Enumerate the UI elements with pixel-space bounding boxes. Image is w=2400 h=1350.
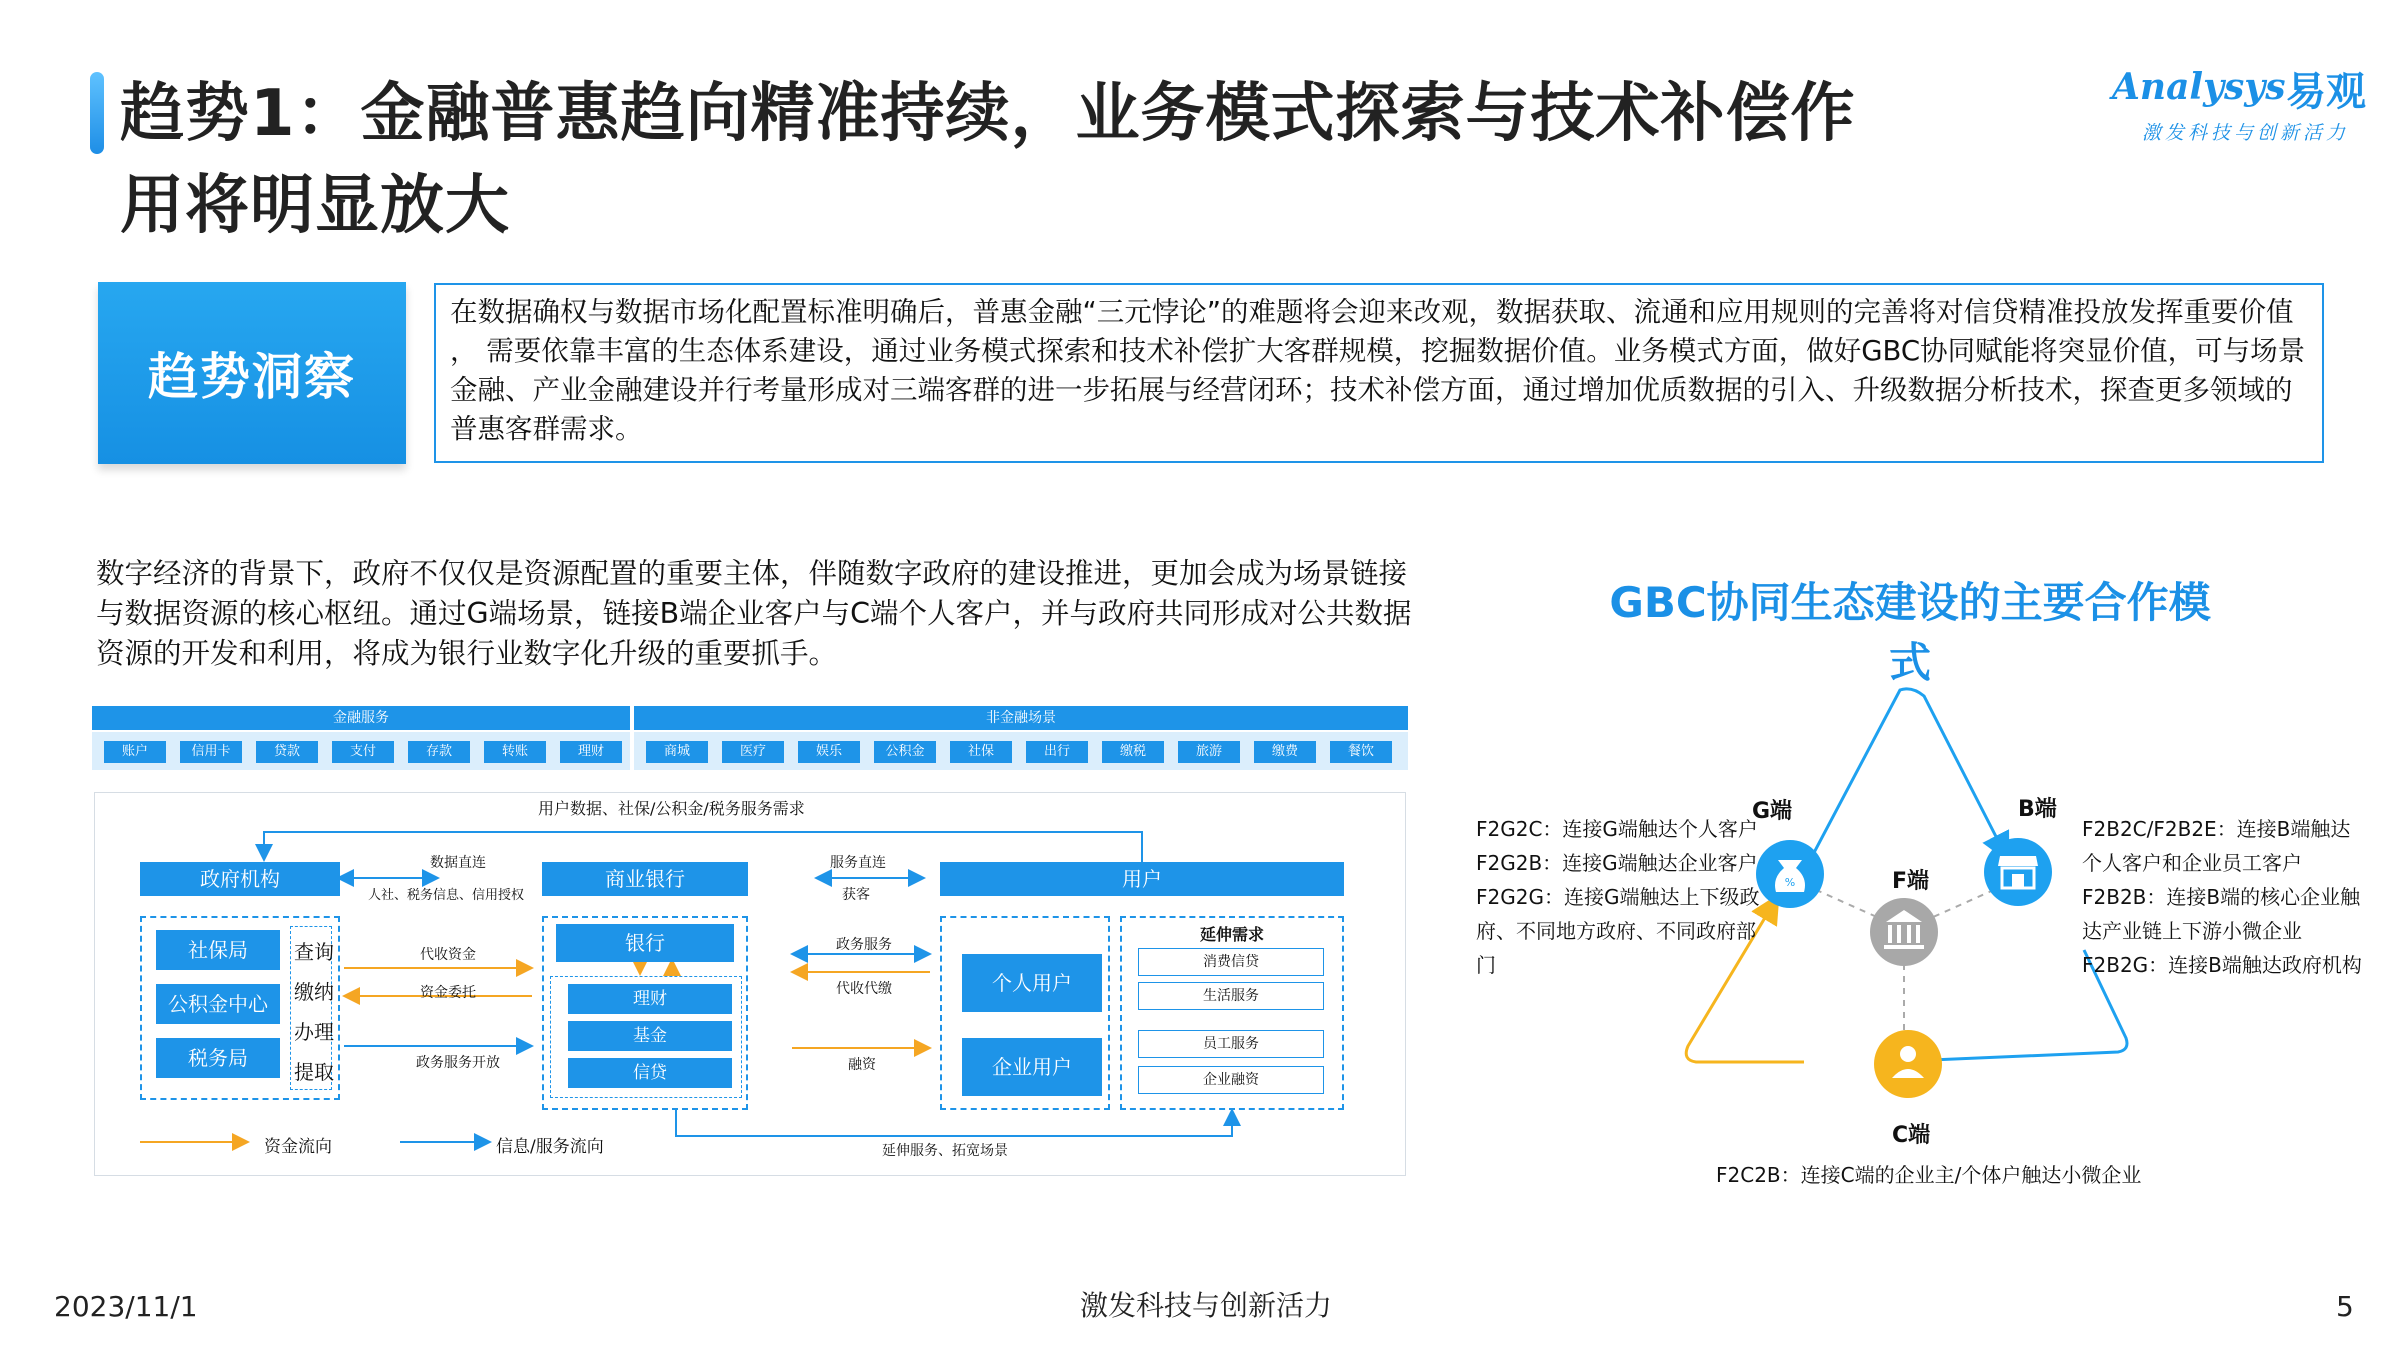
fin-chip: 账户 bbox=[104, 741, 166, 763]
financial-services-header: 金融服务 bbox=[92, 706, 630, 730]
scene-chip: 旅游 bbox=[1178, 741, 1240, 763]
user-type-box: 个人用户 bbox=[962, 954, 1102, 1012]
fin-chip: 信用卡 bbox=[180, 741, 242, 763]
b-mode-note: 达产业链上下游小微企业 bbox=[2082, 919, 2302, 943]
bank-user-flow-label: 融资 bbox=[848, 1057, 876, 1073]
nonfinancial-scenes-header: 非金融场景 bbox=[634, 706, 1408, 730]
gov-agency-box: 政府机构 bbox=[140, 862, 340, 896]
bank-product-box: 信贷 bbox=[568, 1058, 732, 1088]
acquisition-label: 获客 bbox=[842, 887, 870, 903]
scene-chip: 餐饮 bbox=[1330, 741, 1392, 763]
fin-chip: 贷款 bbox=[256, 741, 318, 763]
gov-unit-box: 税务局 bbox=[156, 1038, 280, 1078]
logo-chinese-name: 易观 bbox=[2286, 69, 2366, 115]
bank-product-box: 基金 bbox=[568, 1021, 732, 1051]
footer-date: 2023/11/1 bbox=[54, 1290, 198, 1323]
bank-user-flow-label: 政务服务 bbox=[836, 937, 892, 953]
b-node-circle bbox=[1984, 838, 2052, 906]
bank-product-box: 理财 bbox=[568, 984, 732, 1014]
user-box: 用户 bbox=[940, 862, 1344, 896]
scene-chip: 缴税 bbox=[1102, 741, 1164, 763]
fin-chip: 理财 bbox=[560, 741, 622, 763]
g-mode-note: F2G2G：连接G端触达上下级政 bbox=[1476, 885, 1760, 909]
page-number: 5 bbox=[2336, 1290, 2354, 1323]
g-node-label: G端 bbox=[1752, 799, 1793, 824]
commercial-bank-box: 商业银行 bbox=[542, 862, 748, 896]
legend-money-flow: 资金流向 bbox=[264, 1137, 332, 1157]
fin-chip: 存款 bbox=[408, 741, 470, 763]
scene-chip: 公积金 bbox=[874, 741, 936, 763]
g-mode-note: F2G2C：连接G端触达个人客户 bbox=[1476, 817, 1758, 841]
insight-label: 趋势洞察 bbox=[98, 282, 406, 464]
scene-chip: 商城 bbox=[646, 741, 708, 763]
gov-unit-box: 社保局 bbox=[156, 930, 280, 970]
svg-text:%: % bbox=[1784, 876, 1796, 889]
fin-chip: 支付 bbox=[332, 741, 394, 763]
scene-chip: 出行 bbox=[1026, 741, 1088, 763]
gov-bank-flow-label: 政务服务开放 bbox=[416, 1055, 500, 1071]
c-mode-note: F2C2B：连接C端的企业主/个体户触达小微企业 bbox=[1716, 1163, 2142, 1187]
logo-wordmark: Analysys bbox=[2112, 66, 2286, 108]
service-link-label: 服务直连 bbox=[830, 855, 886, 871]
scene-chip: 医疗 bbox=[722, 741, 784, 763]
page-title bbox=[120, 68, 2020, 252]
fin-chip: 转账 bbox=[484, 741, 546, 763]
gov-action: 缴纳 bbox=[294, 980, 334, 1004]
b-mode-note: F2B2C/F2B2E：连接B端触达 bbox=[2082, 817, 2351, 841]
intro-paragraph: 数字经济的背景下，政府不仅仅是资源配置的重要主体，伴随数字政府的建设推进，更加会成为场景链接与数据资源的核心枢纽。通过G端场景，链接B端企业客户与C端个人客户，并与政府共同形成对公共数据资源的开发和利用，将成为银行业数字化升级的重要抓手。 bbox=[96, 557, 1412, 670]
footer-slogan: 激发科技与创新活力 bbox=[1080, 1289, 1333, 1322]
gov-bank-flow-label: 资金委托 bbox=[420, 985, 476, 1001]
b-mode-note: F2B2B：连接B端的核心企业触 bbox=[2082, 885, 2361, 909]
insight-text-box bbox=[434, 283, 2324, 463]
gov-bank-flow-label: 代收资金 bbox=[420, 947, 476, 963]
extended-need-box: 企业融资 bbox=[1138, 1066, 1324, 1094]
nonfinancial-scenes-strip bbox=[634, 732, 1408, 770]
title-accent-bar bbox=[90, 72, 104, 154]
b-mode-note: 个人客户和企业员工客户 bbox=[2082, 851, 2302, 875]
c-node-circle bbox=[1874, 1030, 1942, 1098]
gov-unit-box: 公积金中心 bbox=[156, 984, 280, 1024]
flow-contents bbox=[92, 792, 1408, 1178]
f-node-label: F端 bbox=[1892, 869, 1930, 894]
user-type-box: 企业用户 bbox=[962, 1038, 1102, 1096]
logo-slogan: 激发科技与创新活力 bbox=[2142, 122, 2350, 144]
insight-text: 在数据确权与数据市场化配置标准明确后，普惠金融“三元悖论”的难题将会迎来改观，数据获取、流通和应用规则的完善将对信贷精准投放发挥重要价值 ， 需要依靠丰富的生态体系建设，通过业务模式探索和技术补偿扩大客群规模，挖掘数据价值。业务模式方面，做好GBC协同赋能将突显价值，可与场景金融、产业金融建设并行考量形成对三端客群的进一步拓展与经营闭环；技术补偿方面，通过增加优质数据的引入、升级数据分析技术，探查更多领域的普惠客群需求。 bbox=[450, 296, 2306, 445]
user-demand-note: 用户数据、社保/公积金/税务服务需求 bbox=[538, 799, 805, 818]
b-node-label: B端 bbox=[2018, 797, 2057, 822]
financial-services-strip bbox=[92, 732, 630, 770]
gov-action: 查询 bbox=[294, 940, 334, 964]
legend-info-flow: 信息/服务流向 bbox=[496, 1137, 604, 1157]
g-mode-note: 门 bbox=[1476, 953, 1496, 977]
c-node-label: C端 bbox=[1892, 1123, 1931, 1148]
scene-chip: 社保 bbox=[950, 741, 1012, 763]
f-node-circle bbox=[1870, 898, 1938, 966]
data-link-detail: 人社、税务信息、信用授权 bbox=[368, 888, 525, 903]
scene-chip: 娱乐 bbox=[798, 741, 860, 763]
bank-main-box: 银行 bbox=[556, 924, 734, 962]
page-title-line-1: 趋势1：金融普惠趋向精准持续，业务模式探索与技术补偿作 bbox=[120, 77, 1856, 151]
extended-needs-title: 延伸需求 bbox=[1200, 925, 1265, 944]
gbc-title: GBC协同生态建设的主要合作模式 bbox=[1609, 578, 2211, 687]
data-link-label: 数据直连 bbox=[430, 855, 486, 871]
extended-need-box: 消费信贷 bbox=[1138, 948, 1324, 976]
analysys-logo bbox=[2112, 66, 2372, 156]
extended-services-note: 延伸服务、拓宽场景 bbox=[882, 1143, 1008, 1159]
extended-need-box: 员工服务 bbox=[1138, 1030, 1324, 1058]
bank-user-flow-label: 代收代缴 bbox=[836, 981, 892, 997]
extended-need-box: 生活服务 bbox=[1138, 982, 1324, 1010]
g-mode-note: F2G2B：连接G端触达企业客户 bbox=[1476, 851, 1758, 875]
g-mode-notes bbox=[1476, 812, 1766, 982]
gov-action: 提取 bbox=[294, 1060, 334, 1084]
scene-chip: 缴费 bbox=[1254, 741, 1316, 763]
b-mode-notes bbox=[2082, 812, 2382, 982]
b-mode-note: F2B2G：连接B端触达政府机构 bbox=[2082, 953, 2362, 977]
page-title-line-2: 用将明显放大 bbox=[120, 169, 510, 243]
g-mode-note: 府、不同地方政府、不同政府部 bbox=[1476, 919, 1756, 943]
gov-action: 办理 bbox=[294, 1020, 334, 1044]
